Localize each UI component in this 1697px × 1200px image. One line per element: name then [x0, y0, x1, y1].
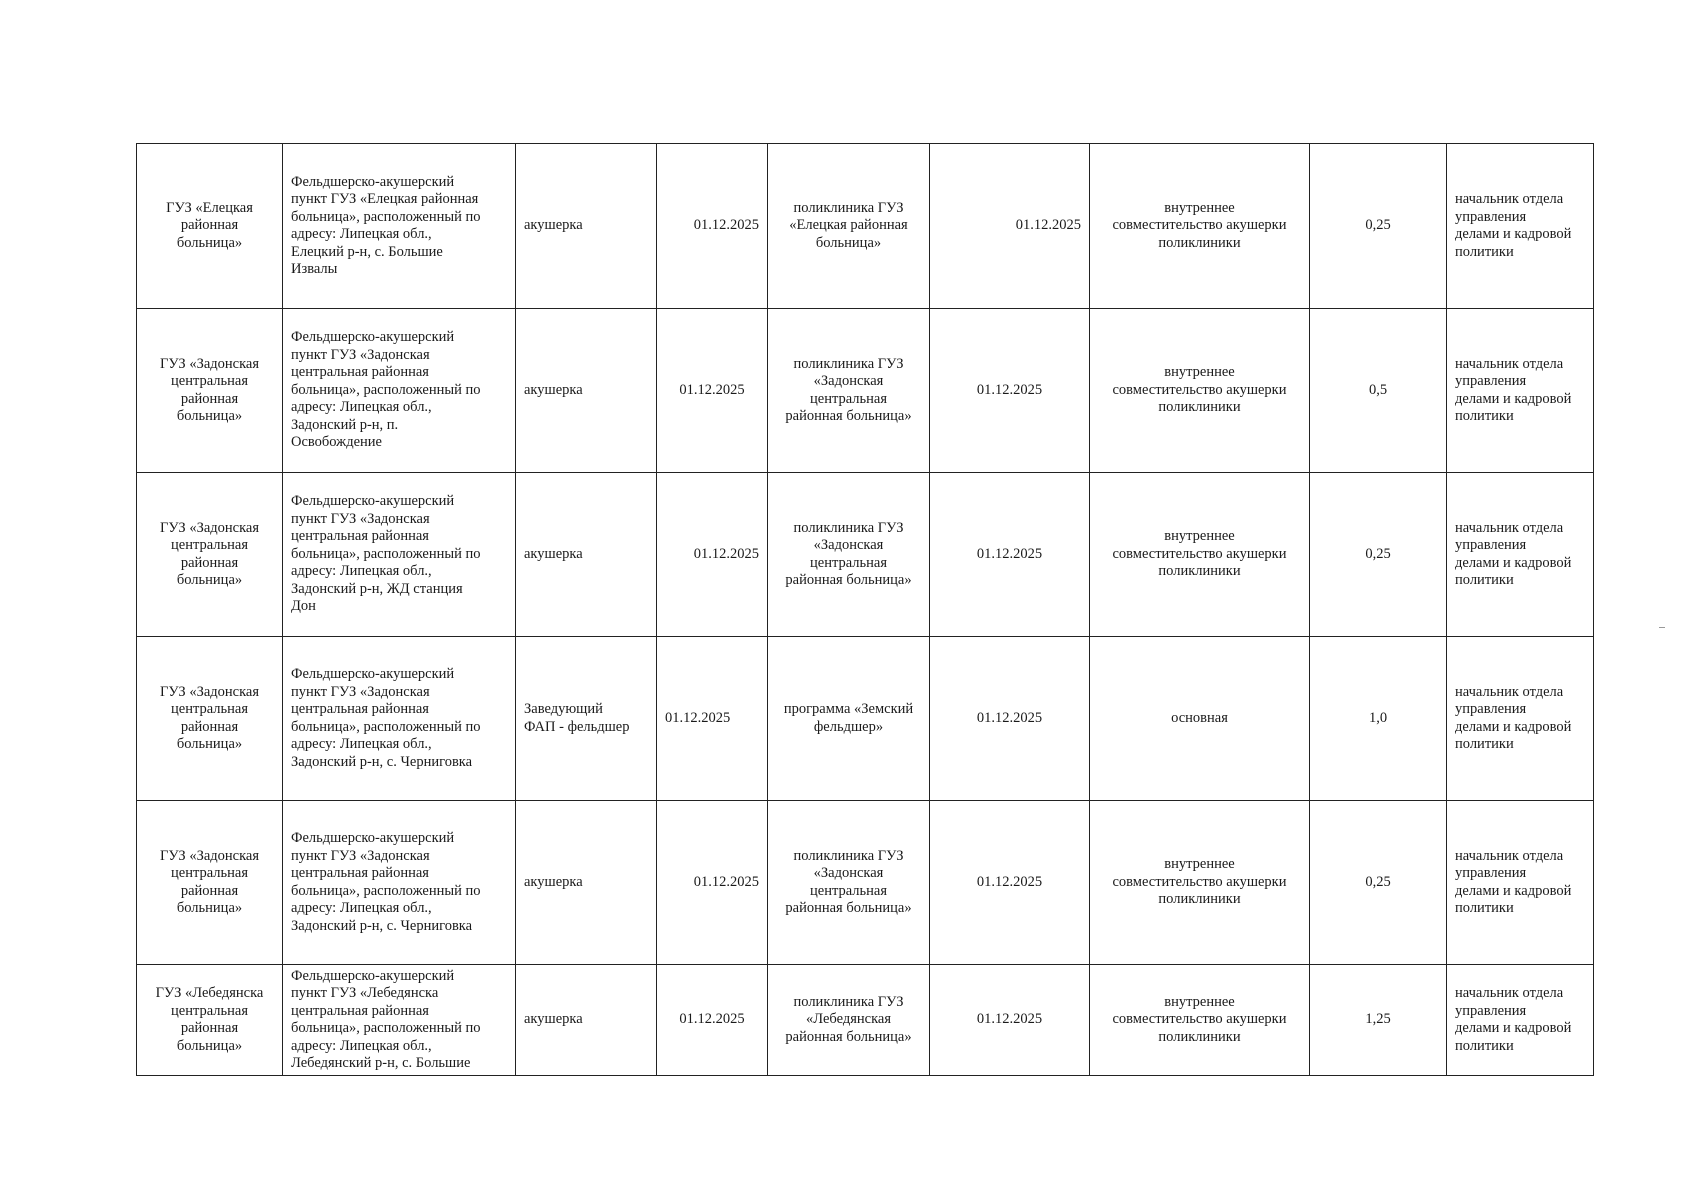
start-date-cell: 01.12.2025: [657, 637, 768, 801]
rate-cell: 0,25: [1310, 801, 1447, 965]
table-row: [137, 965, 1594, 1076]
table-row: [137, 473, 1594, 637]
rate-cell: 0,25: [1310, 144, 1447, 309]
unit-cell: программа «Земский фельдшер»: [768, 637, 930, 801]
org-cell: ГУЗ «Задонская центральная районная больница»: [137, 309, 283, 473]
unit-cell: поликлиника ГУЗ «Задонская центральная районная больница»: [768, 473, 930, 637]
responsible-cell: начальник отдела управления делами и кадровой политики: [1447, 637, 1594, 801]
employment-type-cell: внутреннее совместительство акушерки поликлиники: [1090, 309, 1310, 473]
employment-type-cell: основная: [1090, 637, 1310, 801]
rate-cell: 1,25: [1310, 965, 1447, 1076]
staffing-table: [136, 143, 1594, 1076]
org-cell: ГУЗ «Задонская центральная районная больница»: [137, 473, 283, 637]
start-date-cell: 01.12.2025: [657, 144, 768, 309]
place-cell: Фельдшерско-акушерский пункт ГУЗ «Задонская центральная районная больница», расположенный по адресу: Липецкая обл., Задонский р-н, ЖД станция Дон: [283, 473, 516, 637]
table-row: [137, 637, 1594, 801]
responsible-cell: начальник отдела управления делами и кадровой политики: [1447, 801, 1594, 965]
start-date-cell: 01.12.2025: [657, 309, 768, 473]
end-date-cell: 01.12.2025: [930, 801, 1090, 965]
unit-cell: поликлиника ГУЗ «Лебедянская районная больница»: [768, 965, 930, 1076]
position-cell: акушерка: [516, 144, 657, 309]
org-cell: ГУЗ «Задонская центральная районная больница»: [137, 801, 283, 965]
unit-cell: поликлиника ГУЗ «Задонская центральная районная больница»: [768, 801, 930, 965]
end-date-cell: 01.12.2025: [930, 637, 1090, 801]
rate-cell: 1,0: [1310, 637, 1447, 801]
position-cell: акушерка: [516, 965, 657, 1076]
place-cell: Фельдшерско-акушерский пункт ГУЗ «Елецкая районная больница», расположенный по адресу: Липецкая обл., Елецкий р-н, с. Большие Извалы: [283, 144, 516, 309]
place-cell: Фельдшерско-акушерский пункт ГУЗ «Задонская центральная районная больница», расположенный по адресу: Липецкая обл., Задонский р-н, с. Черниговка: [283, 637, 516, 801]
place-cell: Фельдшерско-акушерский пункт ГУЗ «Лебедянска центральная районная больница», расположенный по адресу: Липецкая обл., Лебедянский р-н, с. Большие: [283, 965, 516, 1076]
position-cell: Заведующий ФАП - фельдшер: [516, 637, 657, 801]
position-cell: акушерка: [516, 309, 657, 473]
place-cell: Фельдшерско-акушерский пункт ГУЗ «Задонская центральная районная больница», расположенный по адресу: Липецкая обл., Задонский р-н, с. Черниговка: [283, 801, 516, 965]
responsible-cell: начальник отдела управления делами и кадровой политики: [1447, 309, 1594, 473]
employment-type-cell: внутреннее совместительство акушерки поликлиники: [1090, 801, 1310, 965]
table-row: [137, 144, 1594, 309]
employment-type-cell: внутреннее совместительство акушерки поликлиники: [1090, 473, 1310, 637]
start-date-cell: 01.12.2025: [657, 473, 768, 637]
rate-cell: 0,25: [1310, 473, 1447, 637]
end-date-cell: 01.12.2025: [930, 473, 1090, 637]
responsible-cell: начальник отдела управления делами и кадровой политики: [1447, 473, 1594, 637]
table-row: [137, 801, 1594, 965]
rate-cell: 0,5: [1310, 309, 1447, 473]
org-cell: ГУЗ «Елецкая районная больница»: [137, 144, 283, 309]
responsible-cell: начальник отдела управления делами и кадровой политики: [1447, 965, 1594, 1076]
end-date-cell: 01.12.2025: [930, 144, 1090, 309]
responsible-cell: начальник отдела управления делами и кадровой политики: [1447, 144, 1594, 309]
end-date-cell: 01.12.2025: [930, 309, 1090, 473]
employment-type-cell: внутреннее совместительство акушерки поликлиники: [1090, 965, 1310, 1076]
place-cell: Фельдшерско-акушерский пункт ГУЗ «Задонская центральная районная больница», расположенный по адресу: Липецкая обл., Задонский р-н, п. Освобождение: [283, 309, 516, 473]
org-cell: ГУЗ «Лебедянска центральная районная больница»: [137, 965, 283, 1076]
end-date-cell: 01.12.2025: [930, 965, 1090, 1076]
unit-cell: поликлиника ГУЗ «Задонская центральная районная больница»: [768, 309, 930, 473]
position-cell: акушерка: [516, 801, 657, 965]
org-cell: ГУЗ «Задонская центральная районная больница»: [137, 637, 283, 801]
start-date-cell: 01.12.2025: [657, 801, 768, 965]
unit-cell: поликлиника ГУЗ «Елецкая районная больница»: [768, 144, 930, 309]
position-cell: акушерка: [516, 473, 657, 637]
start-date-cell: 01.12.2025: [657, 965, 768, 1076]
employment-type-cell: внутреннее совместительство акушерки поликлиники: [1090, 144, 1310, 309]
table-row: [137, 309, 1594, 473]
scan-mark: [1659, 627, 1665, 628]
